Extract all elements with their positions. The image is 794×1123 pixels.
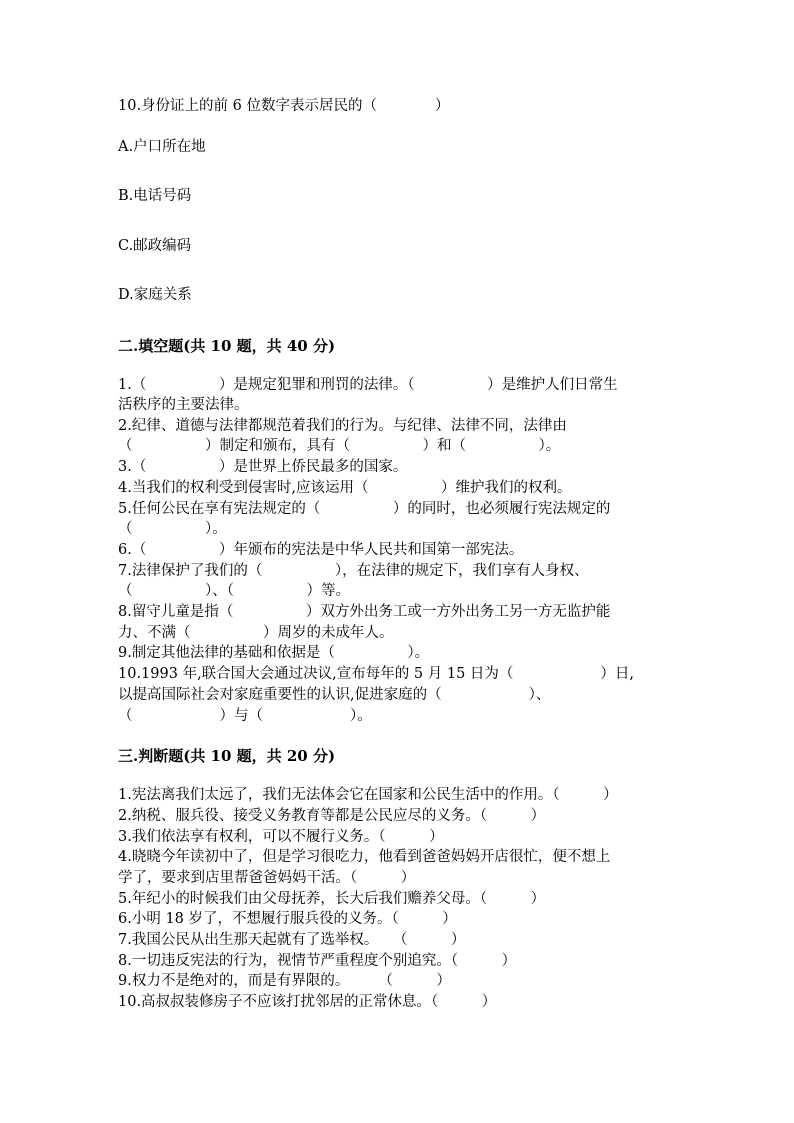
fill-line: 4.当我们的权利受到侵害时,应该运用（ ）维护我们的权利。 [118,480,572,496]
fill-line: （ ）制定和颁布，具有（ ）和（ ）。 [118,438,561,454]
fill-line: 5.任何公民在享有宪法规定的（ ）的同时，也必须履行宪法规定的 [118,501,611,517]
fill-line: 3.（ ）是世界上侨民最多的国家。 [118,459,408,475]
section3-heading: 三.判断题(共 10 题，共 20 分) [118,747,336,765]
option-c: C.邮政编码 [118,238,192,254]
judge-line: 5.年纪小的时候我们由父母抚养，长大后我们赡养父母。（ ） [118,891,546,907]
fill-line: 1.（ ）是规定犯罪和刑罚的法律。（ ）是维护人们日常生 [118,377,618,393]
fill-line: 6.（ ）年颁布的宪法是中华人民共和国第一部宪法。 [118,542,524,558]
fill-line: 9.制定其他法律的基础和依据是（ ）。 [118,645,430,661]
fill-line: 10.1993 年,联合国大会通过决议,宣布每年的 5 月 15 日为（ ）日, [118,666,635,682]
option-b: B.电话号码 [118,188,192,204]
judge-line: 9.权力不是绝对的，而是有界限的。 （ ） [118,973,451,989]
fill-line: （ ）与（ ）。 [118,708,372,724]
fill-line: 8.留守儿童是指（ ）双方外出务工或一方外出务工另一方无监护能 [118,604,611,620]
judge-line: 学了，要求到店里帮爸爸妈妈干活。（ ） [118,870,416,886]
fill-line: 7.法律保护了我们的（ ），在法律的规定下，我们享有人身权、 [118,563,589,579]
fill-line: 以提高国际社会对家庭重要性的认识,促进家庭的（ ）、 [118,687,551,703]
option-d: D.家庭关系 [118,287,192,303]
judge-line: 8.一切违反宪法的行为，视情节严重程度个别追究。（ ） [118,953,517,969]
judge-line: 3.我们依法享有权利，可以不履行义务。（ ） [118,829,444,845]
fill-line: （ ）。 [118,521,227,537]
fill-line: 力、不满（ ）周岁的未成年人。 [118,625,394,641]
fill-line: 2.纪律、道德与法律都规范着我们的行为。与纪律、法律不同，法律由 [118,418,567,434]
fill-line: （ ）、（ ）等。 [118,583,350,599]
judge-line: 1.宪法离我们太远了，我们无法体会它在国家和公民生活中的作用。（ ） [118,787,618,803]
judge-line: 6.小明 18 岁了，不想履行服兵役的义务。（ ） [118,911,457,927]
option-a: A.户口所在地 [118,139,206,155]
judge-line: 10.高叔叔装修房子不应该打扰邻居的正常休息。（ ） [118,994,497,1010]
judge-line: 4.晓晓今年读初中了，但是学习很吃力，他看到爸爸妈妈开店很忙，便不想上 [118,849,611,865]
question-10: 10.身份证上的前 6 位数字表示居民的（ ） [118,98,450,114]
fill-line: 活秩序的主要法律。 [118,397,249,413]
judge-line: 7.我国公民从出生那天起就有了选举权。 （ ） [118,932,466,948]
section2-heading: 二.填空题(共 10 题，共 40 分) [118,337,336,355]
judge-line: 2.纳税、服兵役、接受义务教育等都是公民应尽的义务。（ ） [118,808,546,824]
